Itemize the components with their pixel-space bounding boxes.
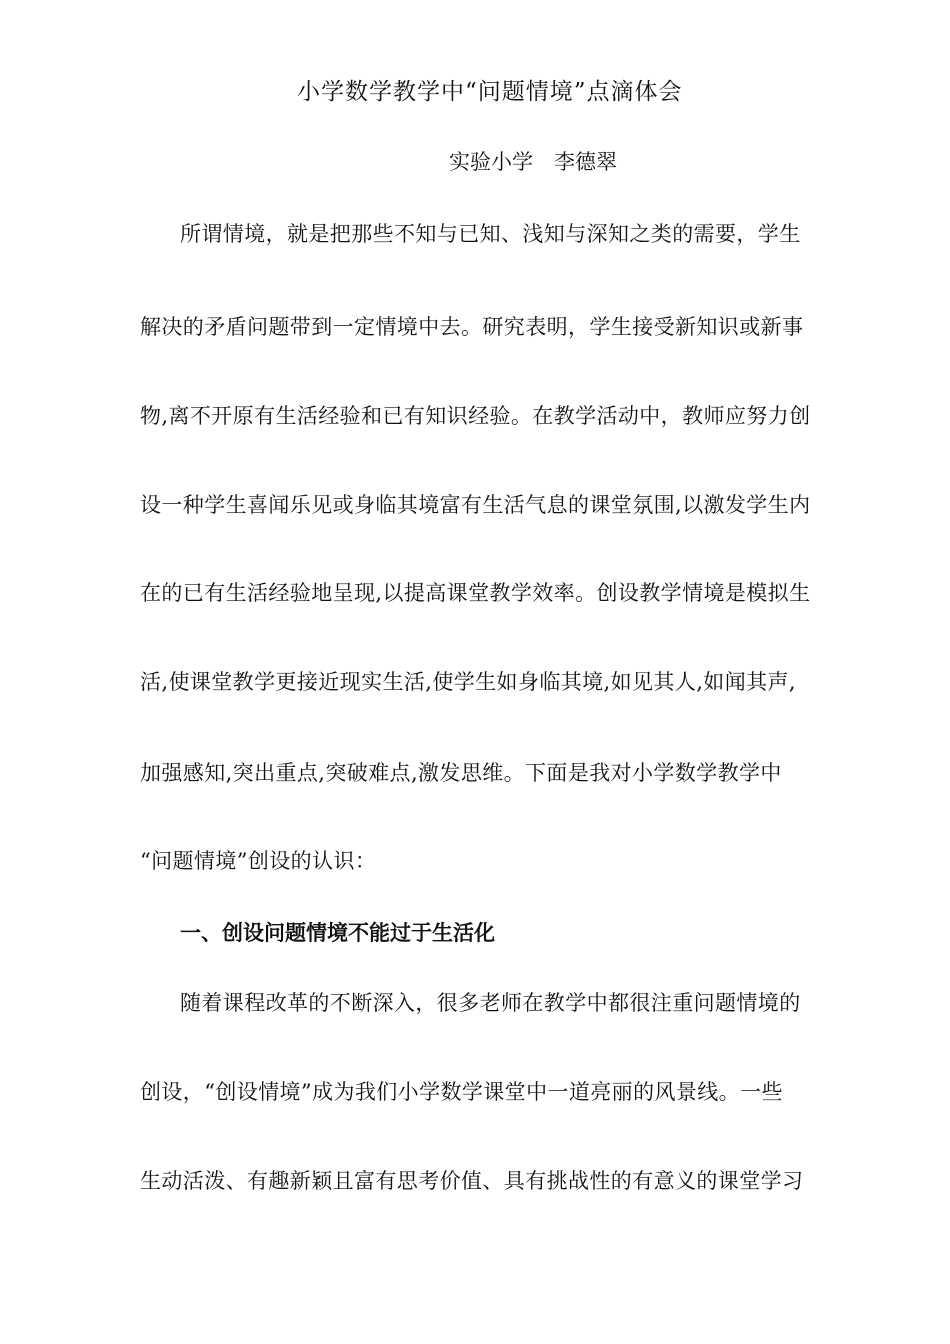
paragraph-line: 设一种学生喜闻乐见或身临其境富有生活气息的课堂氛围,以激发学生内 xyxy=(140,493,811,517)
paragraph-line: 活,使课堂教学更接近现实生活,使学生如身临其境,如见其人,如闻其声, xyxy=(140,670,796,694)
paragraph-line: 在的已有生活经验地呈现,以提高课堂教学效率。创设教学情境是模拟生 xyxy=(140,581,811,605)
paragraph-line: 所谓情境，就是把那些不知与已知、浅知与深知之类的需要，学生 xyxy=(180,222,801,246)
paragraph-line: 加强感知,突出重点,突破难点,激发思维。下面是我对小学数学教学中 xyxy=(140,761,782,785)
author-line: 实验小学 李德翠 xyxy=(449,150,617,174)
paragraph-line: 解决的矛盾问题带到一定情境中去。研究表明，学生接受新知识或新事 xyxy=(140,315,804,339)
paragraph-line: 创设，“创设情境”成为我们小学数学课堂中一道亮丽的风景线。一些 xyxy=(140,1080,783,1104)
paragraph-line: 物,离不开原有生活经验和已有知识经验。在教学活动中，教师应努力创 xyxy=(140,404,811,428)
paragraph-line: 生动活泼、有趣新颖且富有思考价值、具有挑战性的有意义的课堂学习 xyxy=(140,1169,804,1193)
paragraph-line: “问题情境”创设的认识： xyxy=(140,849,377,873)
paragraph-line: 随着课程改革的不断深入，很多老师在教学中都很注重问题情境的 xyxy=(180,991,801,1015)
section-heading: 一、创设问题情境不能过于生活化 xyxy=(180,921,495,945)
document-title: 小学数学教学中“问题情境”点滴体会 xyxy=(297,79,683,105)
